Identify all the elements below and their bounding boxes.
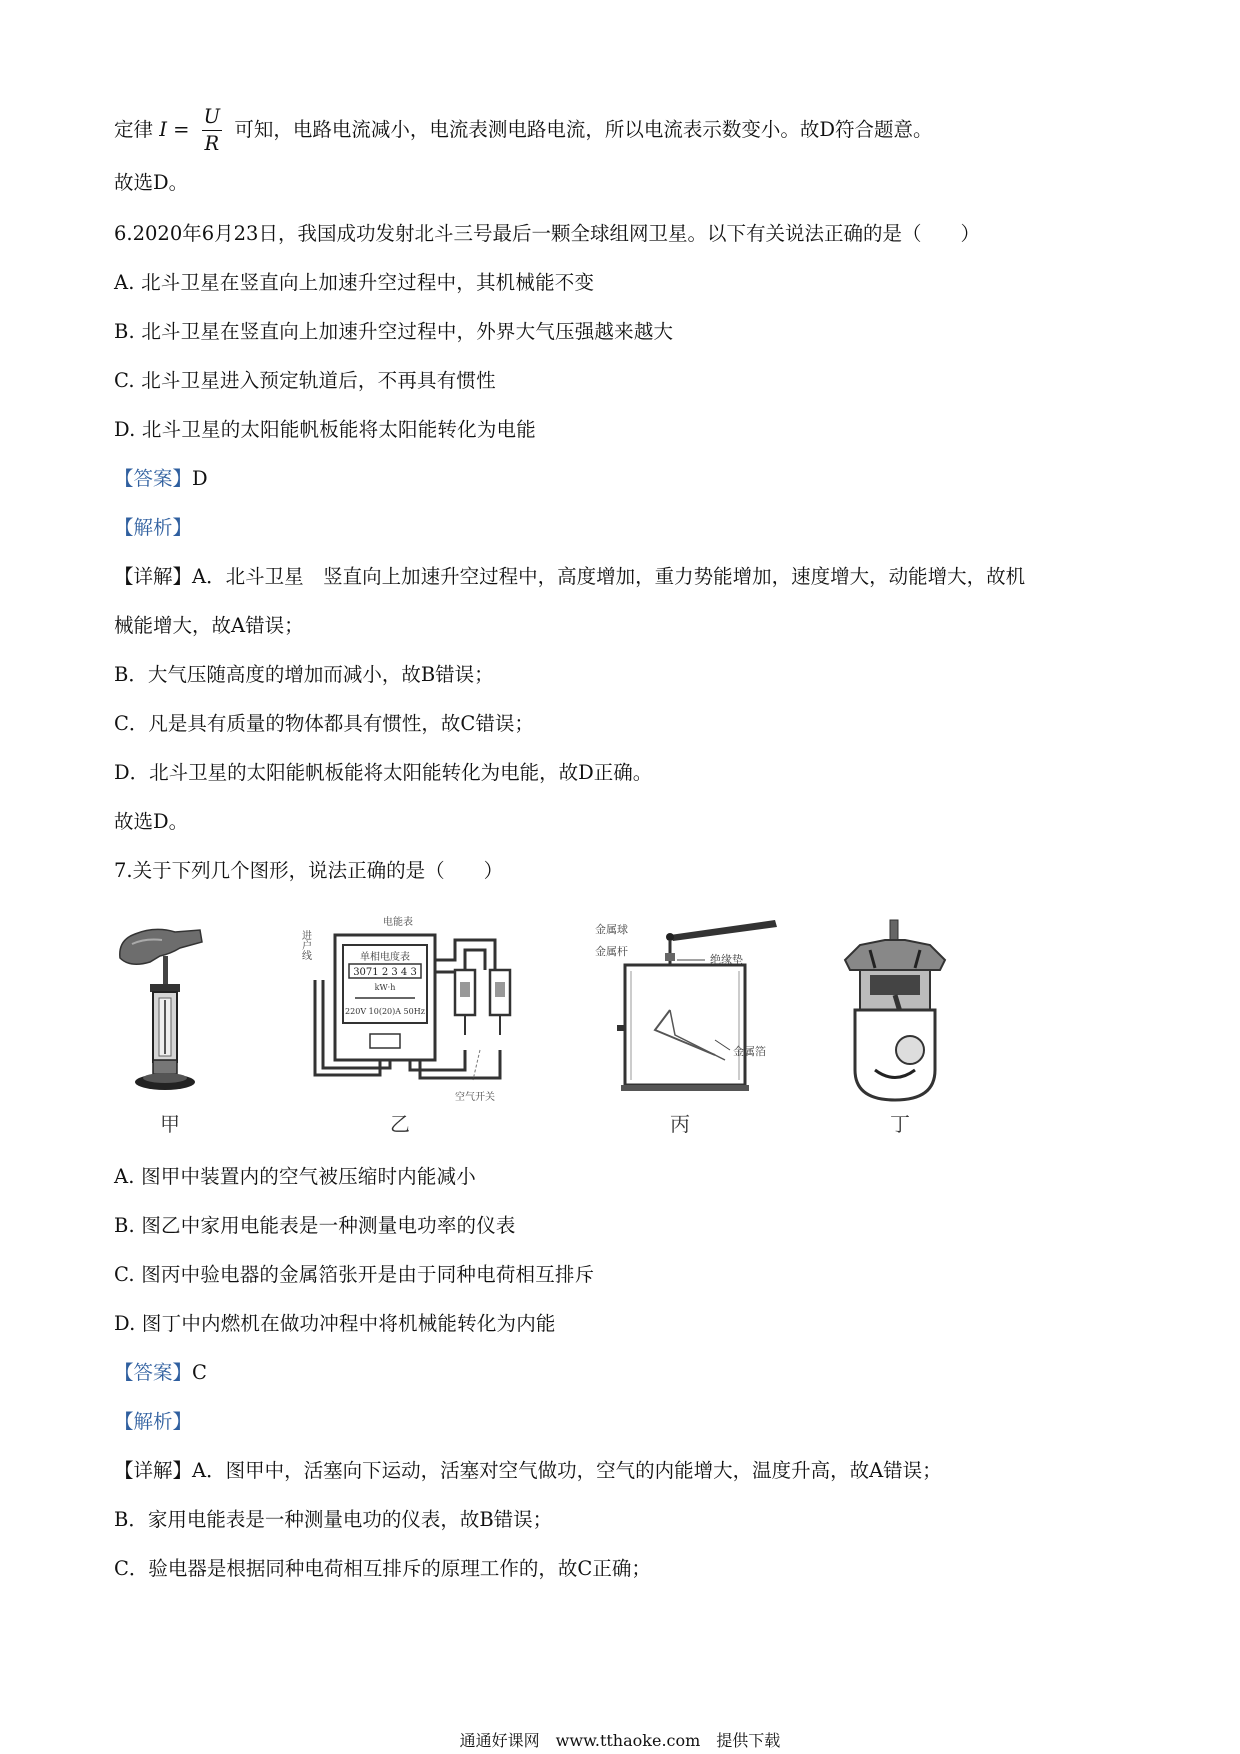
figure-jia-syringe <box>110 920 220 1105</box>
equals: = <box>173 118 190 141</box>
meter-title: 单相电度表 <box>360 952 410 963</box>
label-ball: 金属球 <box>595 923 628 936</box>
fig-label-jia: 甲 <box>160 1112 180 1136</box>
var-i: I <box>159 118 167 141</box>
q6-option-b: B. 北斗卫星在竖直向上加速升空过程中，外界大气压强越来越大 <box>114 320 674 343</box>
answer-value: C <box>192 1361 207 1384</box>
q7-detail-3: C．验电器是根据同种电荷相互排斥的原理工作的，故C正确； <box>114 1557 651 1580</box>
q6-answer <box>114 464 208 494</box>
fraction <box>202 104 222 157</box>
q6-detail-2: 械能增大，故A错误； <box>114 614 304 637</box>
fig-label-bing: 丙 <box>670 1112 690 1136</box>
label-wire: 进户线 <box>299 930 311 960</box>
q7-analysis-tag: 【解析】 <box>114 1410 193 1433</box>
q7-detail-2: B．家用电能表是一种测量电功的仪表，故B错误； <box>114 1508 553 1531</box>
label-switch: 空气开关 <box>455 1092 495 1103</box>
fraction-numerator: U <box>202 104 222 131</box>
q7-option-b: B. 图乙中家用电能表是一种测量电功率的仪表 <box>114 1214 516 1237</box>
q6-detail-5: D．北斗卫星的太阳能帆板能将太阳能转化为电能，故D正确。 <box>114 761 653 784</box>
label-insulator: 绝缘垫 <box>710 953 743 966</box>
q6-option-d: D. 北斗卫星的太阳能帆板能将太阳能转化为电能 <box>114 418 536 441</box>
q7-option-a: A. 图甲中装置内的空气被压缩时内能减小 <box>114 1165 476 1188</box>
figure-bing-electroscope <box>595 915 795 1105</box>
figure-yi-meter <box>299 910 550 1105</box>
answer-tag: 【答案】 <box>114 467 193 490</box>
answer-value: D <box>192 467 208 490</box>
answer-tag: 【答案】 <box>114 1361 193 1384</box>
text-suffix: 可知，电路电流减小，电流表测电路电流，所以电流表示数变小。故D符合题意。 <box>234 118 933 141</box>
figure-ding-engine <box>840 920 950 1105</box>
meter-spec: 220V 10(20)A 50Hz <box>345 1007 425 1016</box>
q6-option-a: A. 北斗卫星在竖直向上加速升空过程中，其机械能不变 <box>114 271 595 294</box>
q7-answer <box>114 1358 207 1388</box>
meter-digits: 3071 2 3 4 3 <box>353 967 417 978</box>
select-d-line: 故选D。 <box>114 171 189 194</box>
label-meter: 电能表 <box>383 917 413 928</box>
meter-unit: kW·h <box>374 983 396 992</box>
formula-line <box>114 104 932 157</box>
fig-label-yi: 乙 <box>390 1112 410 1136</box>
q6-option-c: C. 北斗卫星进入预定轨道后，不再具有惯性 <box>114 369 496 392</box>
q7-option-c: C. 图丙中验电器的金属箔张开是由于同种电荷相互排斥 <box>114 1263 595 1286</box>
fig-label-ding: 丁 <box>890 1112 910 1136</box>
q6-detail-1: 【详解】A．北斗卫星 竖直向上加速升空过程中，高度增加，重力势能增加，速度增大，动能增大，故机 <box>114 565 1026 588</box>
q6-detail-4: C．凡是具有质量的物体都具有惯性，故C错误； <box>114 712 534 735</box>
text-prefix: 定律 <box>114 118 154 141</box>
q7-detail-1: 【详解】A．图甲中，活塞向下运动，活塞对空气做功，空气的内能增大，温度升高，故A错误； <box>114 1459 942 1482</box>
q7-stem: 7.关于下列几个图形，说法正确的是（ ） <box>114 859 504 882</box>
q6-stem: 6.2020年6月23日，我国成功发射北斗三号最后一颗全球组网卫星。以下有关说法正确的是（ ） <box>114 222 980 245</box>
page-footer: 通通好课网 www.tthaoke.com 提供下载 <box>459 1731 781 1750</box>
q6-detail-6: 故选D。 <box>114 810 189 833</box>
fraction-denominator: R <box>204 132 220 155</box>
label-foil: 金属箔 <box>733 1045 766 1058</box>
q6-detail-3: B．大气压随高度的增加而减小，故B错误； <box>114 663 494 686</box>
q7-option-d: D. 图丁中内燃机在做功冲程中将机械能转化为内能 <box>114 1312 556 1335</box>
q6-analysis-tag: 【解析】 <box>114 516 193 539</box>
label-rod: 金属杆 <box>595 945 628 958</box>
